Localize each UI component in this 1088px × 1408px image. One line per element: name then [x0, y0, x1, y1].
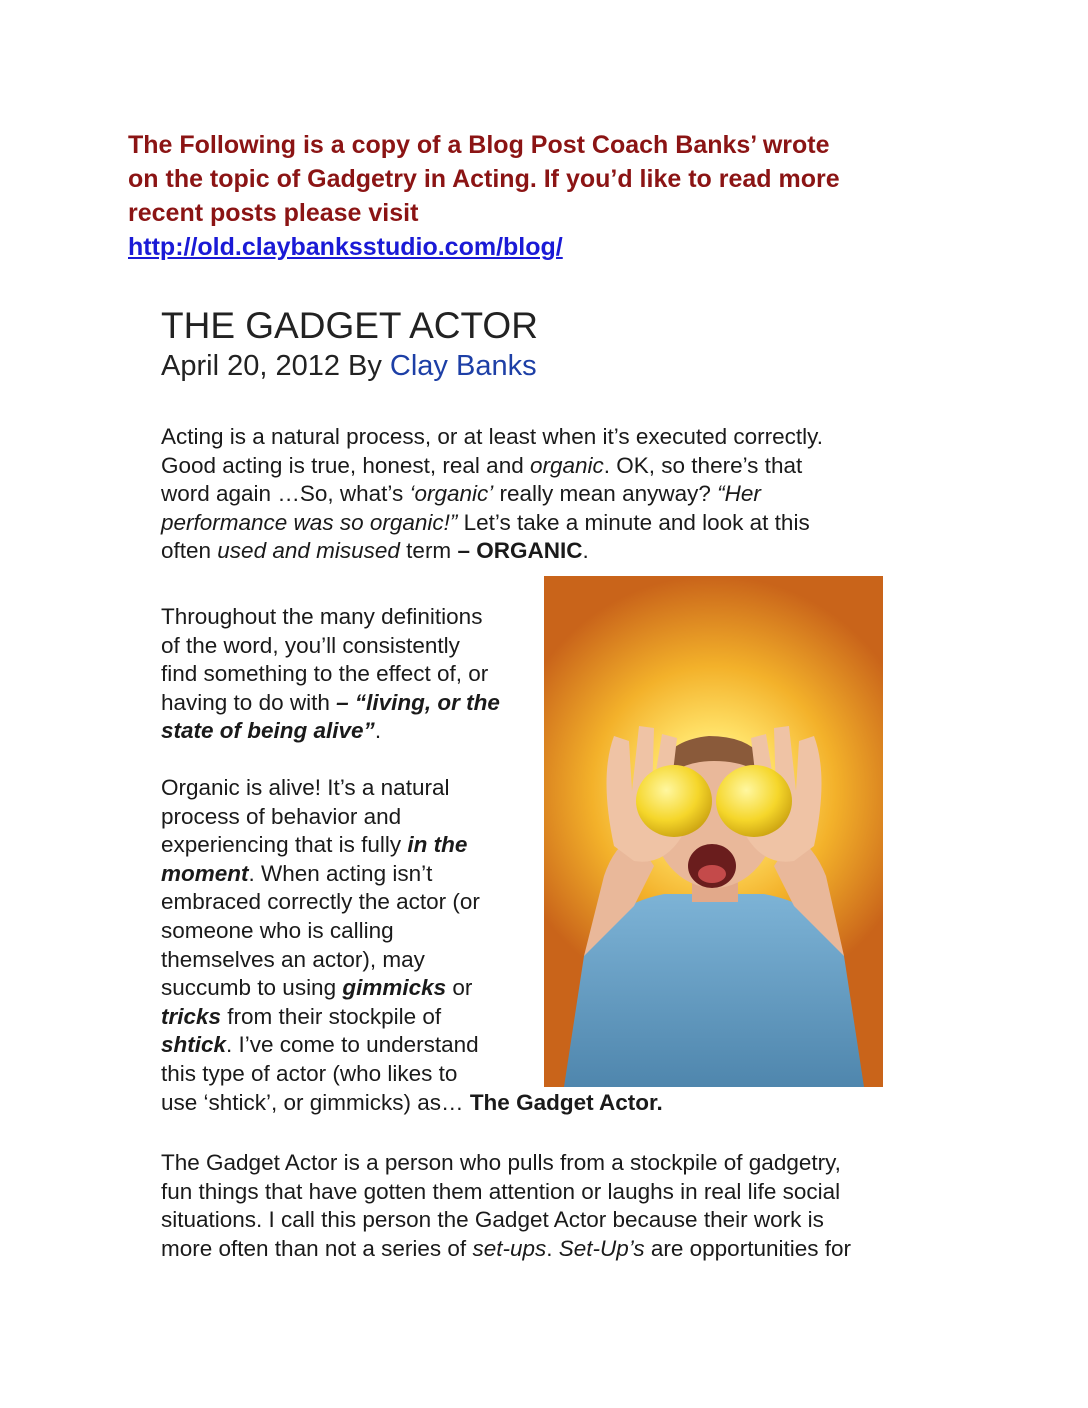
text-line: themselves an actor), may [161, 946, 425, 972]
paragraph-3 [161, 774, 881, 1117]
text-line: experiencing that is fully in the [161, 832, 468, 858]
text-line: this type of actor (who likes to [161, 1060, 458, 1086]
text-line: more often than not a series of set-ups. Set-Up’s are opportunities for [161, 1235, 851, 1261]
text-line: find something to the effect of, or [161, 661, 489, 687]
text-line: shtick. I’ve come to understand [161, 1032, 479, 1058]
text-line: The Gadget Actor is a person who pulls from a stockpile of gadgetry, [161, 1150, 841, 1175]
text-line: succumb to using gimmicks or [161, 975, 473, 1001]
intro-line-1: The Following is a copy of a Blog Post Coach Banks’ wrote [128, 131, 830, 159]
text-line: word again …So, what’s ‘organic’ really mean anyway? “Her [161, 481, 761, 507]
intro-notice [128, 128, 988, 264]
text-line: often used and misused term – ORGANIC. [161, 538, 589, 564]
text-line: someone who is calling [161, 917, 394, 943]
text-line: having to do with – “living, or the [161, 689, 500, 715]
text-line: tricks from their stockpile of [161, 1003, 442, 1029]
intro-line-3: recent posts please visit [128, 199, 419, 227]
paragraph-4 [161, 1149, 941, 1263]
text-line: performance was so organic!” Let’s take a minute and look at this [161, 509, 810, 535]
blog-link[interactable]: http://old.claybanksstudio.com/blog/ [128, 233, 563, 261]
paragraph-1 [161, 423, 941, 566]
post-title: THE GADGET ACTOR [161, 305, 538, 346]
post-byline [161, 348, 537, 384]
text-line: state of being alive”. [161, 718, 382, 744]
text-line: fun things that have gotten them attention or laughs in real life social [161, 1178, 841, 1204]
text-line: process of behavior and [161, 803, 402, 829]
text-line: Acting is a natural process, or at least when it’s executed correctly. [161, 424, 823, 449]
post-date: April 20, 2012 By [161, 350, 390, 382]
text-line: of the word, you’ll consistently [161, 632, 460, 658]
intro-line-2: on the topic of Gadgetry in Acting. If you’d like to read more [128, 165, 840, 193]
text-line: Throughout the many definitions [161, 604, 483, 629]
text-line: use ‘shtick’, or gimmicks) as… The Gadget Actor. [161, 1089, 663, 1115]
text-line: embraced correctly the actor (or [161, 889, 480, 915]
text-line: Good acting is true, honest, real and organic. OK, so there’s that [161, 452, 803, 478]
author-link[interactable]: Clay Banks [389, 350, 537, 382]
text-line: situations. I call this person the Gadget Actor because their work is [161, 1207, 824, 1233]
text-line: moment. When acting isn’t [161, 860, 433, 886]
text-line: Organic is alive! It’s a natural [161, 775, 450, 800]
paragraph-2 [161, 603, 531, 746]
